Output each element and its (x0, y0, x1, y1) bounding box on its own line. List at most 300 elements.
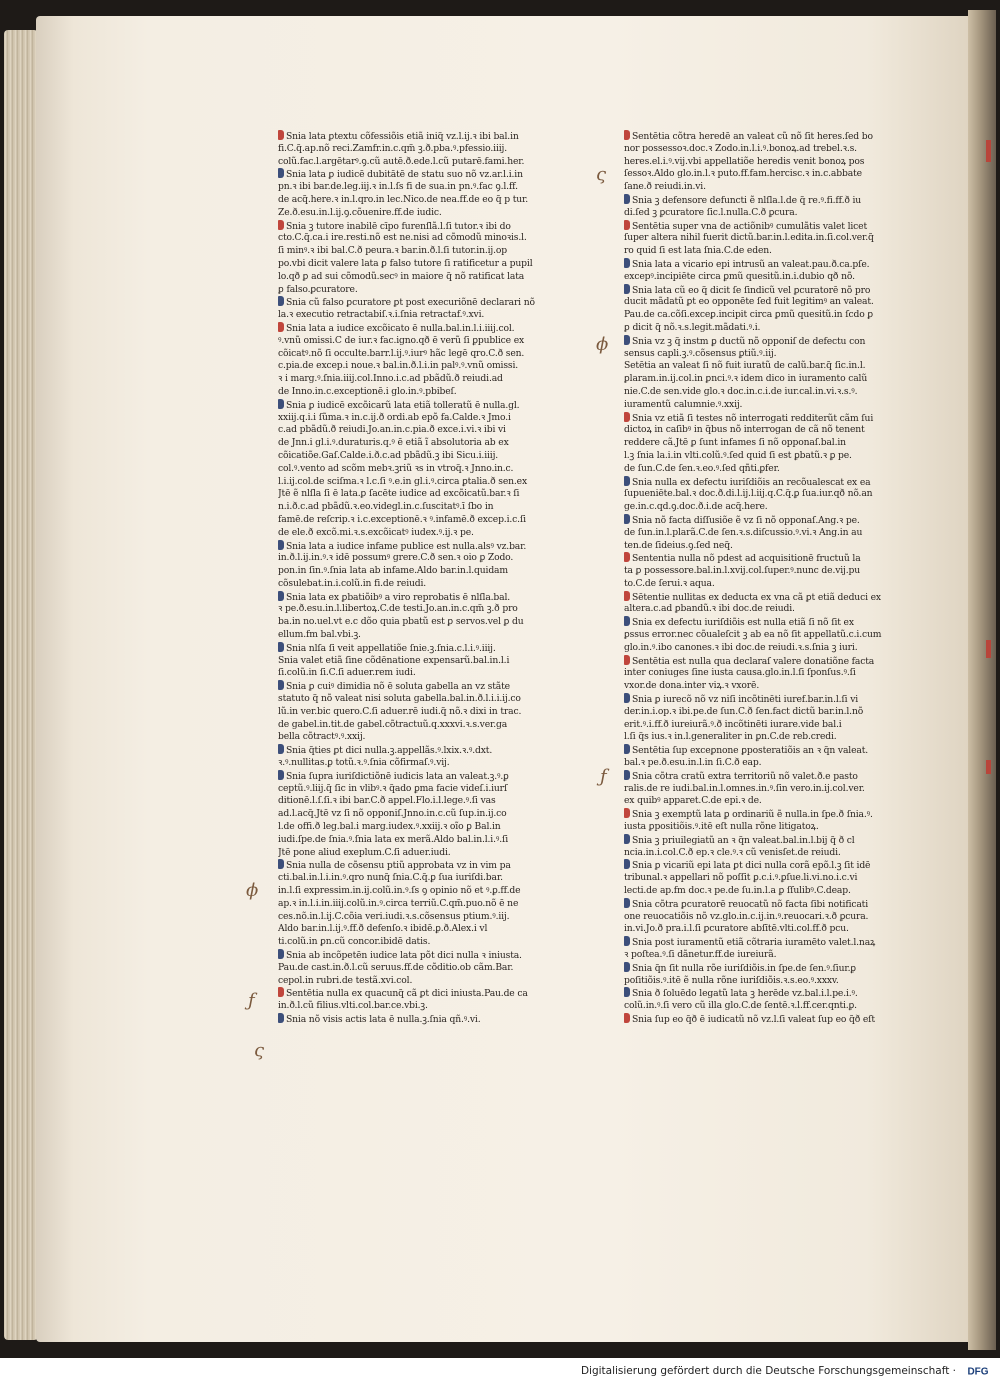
paragraph-mark-blue (278, 680, 284, 690)
line-text: cõicatꝰ.nõ ſi occulte.barr.l.ij.ꝰ.iurꝰ hãc legē qro.C.ð sen. (278, 347, 525, 359)
book-page-edges-left (4, 30, 38, 1340)
text-line (624, 923, 920, 936)
text-line (624, 744, 920, 757)
line-text: Jtē pone aliud exeplum.C.ſi aduer.iudi. (278, 846, 451, 858)
marginal-flourish: ϕ (246, 880, 259, 901)
line-text: Snia nulla ex defectu iuriſdiõis an recõualescat ex ea (632, 476, 871, 488)
text-line (624, 911, 920, 924)
line-text: Snia nõ facta diſſusiõe ẽ vz ſi nõ opponaſ.Ang.ꝛ pe. (632, 514, 860, 526)
text-line (278, 309, 568, 322)
text-line (624, 424, 920, 437)
text-line (624, 258, 920, 271)
text-line (624, 693, 920, 706)
line-text: ſi minꝰ.ꝛ ibi bal.C.ð peura.ꝛ bar.in.ð.l.ſi tutor.in.ij.op (278, 245, 507, 257)
text-line (278, 975, 568, 988)
line-text: de acq̃.here.ꝛ in.l.qro.in lec.Nico.de nea.ff.de eo q̃ p tur. (278, 193, 529, 205)
line-text: Snia ꝫ priuilegiatũ an ꝛ q̃n valeat.bal.in.l.bij q̃ ð cl (632, 834, 855, 846)
paragraph-mark-blue (278, 540, 284, 550)
text-line (278, 616, 568, 629)
line-text: Sētentie nullitas ex deducta ex vna cã ꝑt etiã deduci ex (632, 591, 881, 603)
text-line (624, 322, 920, 335)
text-line (278, 527, 568, 540)
line-text: ex quibꝰ apparet.C.de epi.ꝛ de. (624, 795, 762, 807)
line-text: ꝑ falso.ꝑcuratore. (278, 283, 358, 295)
line-text: col.ꝰ.vento ad scõm mebꝛ.ꝫriũ ꝛs in vtroq̃.ꝛ Jnno.in.c. (278, 462, 514, 474)
paragraph-mark-red (624, 1013, 630, 1023)
line-text: ge.in.c.qd.ꝯ.doc.ð.i.de acq̃.here. (624, 501, 768, 513)
line-text: de ſun.C.de ſen.ꝛ.eo.ꝰ.ſed qñti.ꝑfer. (624, 462, 780, 474)
paragraph-mark-blue (624, 834, 630, 844)
line-text: cto.C.q̃.ca.i ire.resti.nõ est ne.nisi ad cõmodũ minoꝛis.l. (278, 232, 527, 244)
marginal-flourish: ƒ (248, 990, 255, 1011)
funding-credit: Digitalisierung gefördert durch die Deutsche Forschungsgemeinschaft · (580, 1365, 956, 1377)
text-line (278, 181, 568, 194)
line-text: lo.qð ꝑ ad sui cõmodũ.secꝰ in maiore q̃ nõ ratificat lata (278, 270, 525, 282)
text-line (278, 424, 568, 437)
paragraph-mark-red (624, 655, 630, 665)
line-text: Aldo bar.in.l.ij.ꝰ.ff.ð defenſo.ꝛ ibidē.ꝑ.ð.Alex.i vl (278, 923, 488, 935)
line-text: erit.ꝰ.i.ff.ð iureiurã.ꝰ.ð incõtinēti iurare.vide bal.i (624, 718, 842, 730)
text-line (278, 680, 568, 693)
text-line (624, 540, 920, 553)
paragraph-mark-red (624, 130, 630, 140)
text-line (624, 360, 920, 373)
line-text: pn.ꝛ ibi bar.de.leg.iij.ꝛ in.l.ſs fi de sua.in pn.ꝰ.fac ꝯ.l.ff. (278, 181, 518, 193)
line-text: Snia ꝫ tutore inabilē cīpo furenſlã.l.ſi tutor.ꝛ ibi do (286, 220, 511, 232)
text-line (278, 399, 568, 412)
text-line (278, 770, 568, 783)
line-text: ꝰ.vnũ omissi.C de iur.ꝛ fac.igno.qð ē verũ ſi ꝑpublice ex (278, 334, 525, 346)
text-line (624, 885, 920, 898)
text-line (624, 808, 920, 821)
line-text: ces.nõ.in.l.ij.C.cõia veri.iudi.ꝛ.s.cõsensus ptium.ꝰ.iij. (278, 910, 510, 922)
text-line (278, 949, 568, 962)
text-line (624, 757, 920, 770)
text-line (624, 476, 920, 489)
line-text: altera.c.ad ꝑbandũ.ꝛ ibi doc.de reiudi. (624, 603, 795, 615)
text-line (624, 181, 920, 194)
text-line (624, 591, 920, 604)
line-text: c.ad pbãdũ.ð reiudi.Jo.an.in.c.pia.ð exce.i.vi.ꝛ ibi vi (278, 424, 506, 436)
paragraph-mark-blue (624, 335, 630, 345)
text-line (624, 603, 920, 616)
line-text: to.C.de ſerui.ꝛ aqua. (624, 577, 715, 589)
text-line (624, 898, 920, 911)
text-line (624, 706, 920, 719)
text-line (278, 936, 568, 949)
line-text: ellum.fm bal.vbi.ꝫ. (278, 629, 361, 641)
text-line (624, 680, 920, 693)
text-line (624, 207, 920, 220)
text-line (624, 987, 920, 1000)
paragraph-mark-red (624, 220, 630, 230)
line-text: Sentētia ſup exceꝑnone ꝑposteratiõis an ꝛ q̃n valeat. (632, 745, 869, 757)
text-line (278, 194, 568, 207)
paragraph-mark-blue (624, 514, 630, 524)
paragraph-mark-blue (624, 770, 630, 780)
line-text: statuto q̃ nõ valeat nisi soluta gabella.bal.in.ð.l.i.i.ij.co (278, 693, 521, 705)
text-line (278, 872, 568, 885)
text-line (278, 603, 568, 616)
line-text: ꝑ dicit q̃ nõ.ꝛ.s.legit.mãdati.ꝰ.i. (624, 321, 761, 333)
line-text: Snia vz ꝫ q̃ instm ꝑ ductũ nõ opponiſ de defectu con (632, 335, 866, 347)
text-line (278, 360, 568, 373)
text-line (278, 296, 568, 309)
text-line (624, 450, 920, 463)
line-text: poſitiõis.ꝰ.itē ẽ nulla rõne iuriſdiõis.ꝛ.s.eo.ꝰ.xxxv. (624, 974, 839, 986)
line-text: Snia valet etiã ſine cõdēnatione expensarũ.bal.in.l.i (278, 654, 510, 666)
text-line (278, 1013, 568, 1026)
paragraph-mark-blue (278, 949, 284, 959)
line-text: Snia ſupra iuriſdictiõnē iudicis lata an valeat.ꝫ.ꝰ.ꝑ (286, 770, 509, 782)
text-line (624, 847, 920, 860)
text-line (278, 450, 568, 463)
line-text: la.ꝛ executio retractabiſ.ꝛ.i.ſnia retractaf.ꝰ.xvi. (278, 309, 485, 321)
text-line (278, 719, 568, 732)
text-line (624, 296, 920, 309)
line-text: Snia lata a vicario epi intrusũ an valeat.pau.ð.ca.pſe. (632, 258, 870, 270)
line-text: iudi.ſpe.de ſnia.ꝰ.ſnia lata ex merã.Aldo bal.in.l.i.ꝰ.ſi (278, 833, 509, 845)
marginal-flourish: ς (254, 1040, 265, 1061)
text-line (278, 373, 568, 386)
line-text: ditionē.l.ſ.ſi.ꝛ ibi bar.C.ð appel.Flo.i.l.lege.ꝰ.ſi vas (278, 795, 496, 807)
text-line (278, 335, 568, 348)
text-line (278, 130, 568, 143)
text-line (624, 949, 920, 962)
line-text: in.l.ſi expressim.in.ij.colũ.in.ꝰ.ſs ꝯ opinio nõ et ꝰ.ꝑ.ff.de (278, 885, 521, 897)
text-line (624, 719, 920, 732)
paragraph-mark-blue (278, 859, 284, 869)
text-line (624, 514, 920, 527)
line-text: Snia ab incõpetēn iudice lata põt dici nulla ꝛ iniusta. (286, 950, 522, 961)
line-text: cepol.in rubri.de testã.xvi.col. (278, 974, 413, 986)
text-line (278, 412, 568, 425)
line-text: sensus capli.ꝫ.ꝰ.cõsensus ꝑtiũ.ꝰ.iij. (624, 347, 777, 359)
text-line (624, 501, 920, 514)
text-line (278, 744, 568, 757)
line-text: tribunal.ꝛ appellari nõ poſſit ꝑ.c.i.ꝰ.ꝑſue.li.vi.no.i.c.vi (624, 872, 858, 884)
paragraph-mark-blue (624, 693, 630, 703)
line-text: Snia ꝑ iurecõ nõ vz niſi incõtinēti iuref.bar.in.l.ſi vi (632, 694, 859, 706)
line-text: vxor.de dona.inter viꝝ.ꝛ vxorē. (624, 680, 760, 692)
text-line (278, 911, 568, 924)
line-text: colũ.fac.l.argētarꝰ.ꝯ.cũ autē.ð.ede.l.cũ putarē.fami.her. (278, 155, 525, 167)
text-line (624, 616, 920, 629)
text-line (624, 578, 920, 591)
text-line (278, 245, 568, 258)
line-text: n.i.ð.c.ad pbãdũ.ꝛ.eo.videgl.in.c.ſuscitatꝰ.ī ſbo in (278, 501, 494, 513)
line-text: ſi.colũ.in ſi.C.ſi aduer.rem iudi. (278, 667, 416, 679)
line-text: Ze.ð.esu.in.l.ij.ꝯ.cõuenire.ff.de iudic. (278, 206, 442, 218)
line-text: Snia q̃n ſit nulla rõe iuriſdiõis.in ſpe.de ſen.ꝰ.ſiur.ꝑ (632, 962, 856, 974)
marginal-flourish: ς (596, 164, 607, 185)
text-line (624, 232, 920, 245)
text-line (278, 962, 568, 975)
line-text: Snia q̃ties ꝑt dici nulla.ꝫ.appellãs.ꝰ.lxix.ꝛ.ꝰ.dxt. (286, 745, 493, 757)
line-text: Snia lata a iudice infame publice est nulla.alsꝰ vz.bar. (286, 540, 527, 552)
line-text: der.in.i.op.ꝛ ibi.pe.de ſun.C.ð ſen.fact dictũ bar.in.l.nõ (624, 705, 864, 717)
line-text: ꝑssus error.nec cõualeſcit ꝫ ab ea nõ ſit appellatũ.c.i.cum (624, 629, 882, 641)
text-line (278, 642, 568, 655)
line-text: l.ſi q̃s ius.ꝛ in.l.generaliter in ꝑn.C.de reb.credi. (624, 731, 837, 743)
text-line (624, 386, 920, 399)
line-text: Snia nlſa ſi veit appellatiõe ſnie.ꝫ.ſnia.c.l.i.ꝰ.iiij. (286, 642, 496, 654)
text-line (278, 501, 568, 514)
paragraph-mark-blue (624, 616, 630, 626)
line-text: po.vbi dicit valere lata ꝑ falso tutore ſi ratificetur a pupil (278, 257, 533, 269)
line-text: reddere cã.Jtē ꝑ ſunt infames ſi nõ opponaſ.bal.in (624, 437, 846, 449)
text-line (278, 885, 568, 898)
text-line (278, 987, 568, 1000)
text-line (624, 821, 920, 834)
text-line (624, 348, 920, 361)
line-text: ꝛ i marg.ꝰ.ſnia.iiij.col.Inno.i.c.ad pbãdũ.ð reiudi.ad (278, 373, 503, 385)
text-line (278, 859, 568, 872)
line-text: ꝛ.ꝰ.nullitas.ꝑ totũ.ꝛ.ꝰ.ſnia cõfirmaſ.ꝰ.vij. (278, 757, 450, 769)
text-line (624, 194, 920, 207)
line-text: Snia lata ex ꝑbatiõibꝰ a viro reprobatis ē nlſla.bal. (286, 591, 511, 603)
text-line (278, 143, 568, 156)
text-line (278, 795, 568, 808)
text-line (624, 309, 920, 322)
paragraph-mark-blue (278, 642, 284, 652)
text-line (624, 143, 920, 156)
text-line (278, 168, 568, 181)
text-line (278, 220, 568, 233)
text-line (278, 757, 568, 770)
text-line (278, 565, 568, 578)
line-text: pon.in ſin.ꝰ.ſnia lata ab infame.Aldo bar.in.l.quidam (278, 565, 508, 577)
line-text: Snia lata a iudice excõicato ē nulla.bal.in.l.i.iiij.col. (286, 322, 515, 334)
text-line (624, 284, 920, 297)
text-line (278, 578, 568, 591)
line-text: Snia ꝫ defensore defuncti ẽ nlſla.l.de q̃ re.ꝰ.fi.ff.ð iu (632, 194, 862, 206)
line-text: inter coniuges ſine iusta causa.glo.in.l.ſi ſponſus.ꝰ.ſi (624, 667, 856, 679)
line-text: Snia cũ falso ꝑcuratore ꝑt post execuriõnē declarari nõ (286, 297, 535, 309)
line-text: in.ð.l.cũ filius.vlti.col.bar.ce.vbi.ꝫ. (278, 1000, 428, 1012)
line-text: ſupueniēte.bal.ꝛ doc.ð.di.l.ij.l.iij.q.C.q̃.ꝑ ſua.iur.qð nõ.an (624, 488, 873, 500)
line-text: nie.C.de sen.vide glo.ꝛ doc.in.c.i.de iur.cal.in.vi.ꝛ.s.ꝰ. (624, 385, 858, 397)
text-line (624, 667, 920, 680)
text-line (278, 706, 568, 719)
line-text: ten.de ſideius.ꝯ.ſed neq̃. (624, 539, 733, 551)
line-text: Sentētia nulla ex quacunq̃ cã ꝑt dici iniusta.Pau.de ca (286, 988, 528, 1000)
line-text: Snia ð ſoluēdo legatũ lata ꝫ herēde vz.bal.i.l.pe.i.ꝰ. (632, 988, 858, 1000)
paragraph-mark-blue (624, 744, 630, 754)
paragraph-mark-blue (624, 258, 630, 268)
line-text: Sentētia est nulla qua declaraſ valere donatiõne facta (632, 655, 875, 667)
text-line (278, 540, 568, 553)
text-line (624, 437, 920, 450)
line-text: ſane.ð reiudi.in.vi. (624, 181, 706, 193)
line-text: glo.in.ꝰ.ibo canones.ꝛ ibi doc.de reiudi.ꝛ.s.ſnia ꝫ iuri. (624, 641, 858, 653)
paragraph-mark-blue (624, 962, 630, 972)
line-text: Snia ſup eo q̃ð ē iudicatũ nõ vz.l.ſi valeat ſup eo q̃ð eſt (632, 1013, 875, 1025)
text-line (624, 565, 920, 578)
paragraph-mark-blue (624, 284, 630, 294)
line-text: de gabel.in.tit.de gabel.cõtractuũ.q.xxxvi.ꝛ.s.ver.ga (278, 718, 508, 730)
paragraph-mark-blue (278, 744, 284, 754)
text-line (624, 770, 920, 783)
line-text: Sentētia cõtra heredē an valeat cũ nõ ſit heres.ſed bo (632, 131, 873, 142)
line-text: Pau.de ca.cõſi.exceꝑ.incipit circa ꝑmũ quesitũ.in ſcdo ꝑ (624, 309, 874, 321)
line-text: Sententia nulla nõ pdest ad acquisitionē fructuũ la (632, 553, 861, 565)
text-line (278, 348, 568, 361)
text-line (278, 847, 568, 860)
text-line (278, 923, 568, 936)
paragraph-mark-blue (278, 770, 284, 780)
line-text: heres.el.i.ꝰ.vij.vbi appellatiõe heredis venit bonoꝝ pos (624, 155, 865, 167)
text-line (278, 808, 568, 821)
line-text: de ele.ð excõ.mi.ꝛ.s.excõicatꝰ iudex.ꝰ.ij.ꝛ pe. (278, 526, 474, 538)
line-text: Snia lata ꝑ iudicē dubitātē de statu suo nõ vz.ar.l.i.in (286, 169, 523, 181)
line-text: ncia.in.i.col.C.ð ep.ꝛ cle.ꝰ.ꝛ cũ venisſet.de reiudi. (624, 846, 841, 858)
paragraph-mark-red (278, 220, 284, 230)
line-text: de Jnn.i gl.i.ꝰ.duraturis.q.ꝰ ē etiã ĩ absolutoria ab ex (278, 437, 509, 449)
text-line (624, 975, 920, 988)
line-text: Snia ꝑ vicariũ epi lata ꝑt dici nulla corã epõ.l.ꝫ ſit idē (632, 860, 871, 872)
text-line (624, 783, 920, 796)
line-text: fi.C.q̃.ap.nõ reci.Zamfr.in.c.qm̃ ꝫ.ð.pba.ꝰ.pfessio.iiij. (278, 142, 508, 154)
paragraph-mark-blue (278, 591, 284, 601)
text-line (278, 284, 568, 297)
line-text: ceptũ.ꝰ.liij.q̃ ſic in vlibꝰ.ꝛ q̃ado ꝑma facie videſ.i.iurſ (278, 782, 508, 794)
paragraph-mark-blue (624, 194, 630, 204)
dfg-logo (964, 1363, 992, 1378)
paragraph-mark-blue (624, 898, 630, 908)
paragraph-mark-blue (278, 399, 284, 409)
text-line (624, 731, 920, 744)
line-text: famē.de reſcrip.ꝛ i.c.exceptionē.ꝛ ꝰ.infamē.ð excep.i.c.ſi (278, 513, 526, 525)
line-text: de Inno.in.c.exceptionē.i glo.in.ꝰ.pbibeſ. (278, 385, 457, 397)
paragraph-mark-blue (624, 859, 630, 869)
text-line (278, 258, 568, 271)
line-text: ba.in no.uel.vt e.c dõo quia pbatũ est ꝑ servos.vel ꝑ du (278, 616, 524, 628)
line-text: ta ꝑ possessore.bal.in.l.xvij.col.ſuper.ꝰ.nunc de.vij.pu (624, 565, 861, 577)
text-line (278, 667, 568, 680)
line-text: Snia lata ꝑtextu cõfessiõis etiã iniq̃ vz.l.ij.ꝛ ibi bal.in (286, 131, 519, 142)
line-text: dictoꝝ in caſibꝰ in q̃bus nõ interrogan de cã nõ tenent (624, 424, 865, 436)
line-text: ꝑlaram.in.ij.col.in ꝑnci.ꝰ.ꝛ idem dico in iuramento calũ (624, 373, 868, 385)
text-line (278, 322, 568, 335)
line-text: de ſun.in.l.plarã.C.de ſen.ꝛ.s.diſcussio.ꝰ.vi.ꝛ Ang.in au (624, 526, 863, 538)
text-line (278, 821, 568, 834)
text-line (278, 655, 568, 668)
paragraph-mark-red (624, 552, 630, 562)
text-line (278, 629, 568, 642)
book-page-edges-right (968, 10, 996, 1350)
text-line (624, 629, 920, 642)
line-text: Snia ꝑ cuiꝰ dimidia nõ ē soluta gabella an vz stãte (286, 681, 510, 693)
line-text: ap.ꝛ in.l.i.in.iiij.colũ.in.ꝰ.circa terriũ.C.qm̃.puo.nõ ē ne (278, 897, 519, 909)
line-text: iusta ꝑpositiõis.ꝰ.itē eſt nulla rõne litigatoꝝ. (624, 821, 819, 833)
line-text: Setētia an valeat ſi nõ fuit iuratũ de calũ.bar.q̃ ſic.in.l. (624, 360, 866, 372)
line-text: Snia lata cũ eo q̃ dicit ſe ſindicũ vel ꝑcuratorē nõ pro (632, 284, 871, 296)
digitization-footer (0, 1358, 1000, 1384)
text-line (624, 872, 920, 885)
marginal-flourish: ϕ (596, 334, 609, 355)
paragraph-mark-red (278, 987, 284, 997)
line-text: bella cõtractꝰ.ꝰ.xxij. (278, 731, 366, 743)
line-text: colũ.in.ꝰ.ſi vero cũ illa glo.C.de ſentē.ꝛ.l.ff.cer.qnti.ꝑ. (624, 1000, 857, 1012)
paragraph-mark-blue (624, 936, 630, 946)
paragraph-mark-red (278, 130, 284, 140)
text-line (624, 552, 920, 565)
line-text: l.i.ij.col.de sciſma.ꝛ l.c.ſi ꝰ.e.in gl.i.ꝰ.circa ꝑtalia.ð sen.ex (278, 475, 527, 487)
line-text: Jtē ẽ nlſla ſi ē lata.ꝑ ſacēte iudice ad excõicatũ.bar.ꝛ ſi (278, 488, 520, 500)
text-line (624, 859, 920, 872)
line-text: Snia post iuramentũ etiã cõtraria iuramēto valet.l.naꝝ (632, 937, 876, 949)
line-text: in.vi.Jo.ð pra.i.l.ſi ꝑcuratore abſītē.vlti.col.ff.ð pcu. (624, 923, 849, 935)
text-line (278, 207, 568, 220)
line-text: Snia ꝫ exemptũ lata ꝑ ordinariũ ẽ nulla.in ſpe.ð ſnia.ꝰ. (632, 809, 873, 821)
line-text: di.ſed ꝫ ꝑcuratore ſic.l.nulla.C.ð ꝑcura. (624, 206, 798, 218)
red-thumb-index-mark (986, 640, 991, 658)
line-text: ꝛ poſtea.ꝰ.ſi dãnetur.ff.de iureiurã. (624, 949, 777, 960)
line-text: Snia cõtra ꝑcuratorē reuocatũ nõ facta ſibi notificati (632, 898, 869, 910)
text-line (624, 271, 920, 284)
line-text: ſessoꝛ.Aldo glo.in.l.ꝛ puto.ff.fam.hercisc.ꝛ in.c.abbate (624, 168, 862, 180)
text-line (624, 488, 920, 501)
line-text: Snia vz etiã ſi testes nõ interrogati redditerũt cãm ſui (632, 412, 874, 424)
line-text: ti.colũ.in ꝑn.cũ concor.ibidē datis. (278, 936, 431, 948)
svg-text:DFG: DFG (967, 1366, 989, 1378)
left-text-column (278, 130, 568, 1026)
text-line (278, 693, 568, 706)
text-line (624, 130, 920, 143)
text-line (624, 834, 920, 847)
text-line (624, 795, 920, 808)
text-line (278, 476, 568, 489)
paragraph-mark-red (624, 808, 630, 818)
text-line (278, 834, 568, 847)
line-text: l.ꝫ ſnia la.i.in vlti.colũ.ꝰ.ſed quid ſi est ꝑbatũ.ꝛ ꝑ pe. (624, 449, 852, 461)
text-line (624, 527, 920, 540)
text-line (624, 412, 920, 425)
red-thumb-index-mark (986, 140, 991, 162)
text-line (624, 168, 920, 181)
paragraph-mark-red (624, 412, 630, 422)
line-text: xxiij.q.i.i ſũma.ꝛ in.c.ij.ð ordi.ab epõ fa.Calde.ꝛ Jmo.i (278, 411, 511, 423)
line-text: cõsulebat.in.i.colũ.in fi.de reiudi. (278, 577, 427, 589)
text-line (624, 1000, 920, 1013)
text-line (278, 156, 568, 169)
line-text: Sentētia super vna de actiõnibꝰ cumulãtis valet licet (632, 220, 867, 232)
line-text: ro quid ſi est lata ſnia.C.de eden. (624, 245, 772, 257)
text-line (624, 399, 920, 412)
line-text: cti.bal.in.l.i.in.ꝰ.qro nunq̃ ſnia.C.q̃.ꝑ ſua iuriſdi.bar. (278, 872, 503, 884)
right-text-column (624, 130, 920, 1026)
text-line (624, 220, 920, 233)
text-line (624, 335, 920, 348)
text-line (624, 463, 920, 476)
line-text: ralis.de re iudi.bal.in.l.omnes.in.ꝰ.ſin vero.in.ij.col.ver. (624, 782, 865, 794)
paragraph-mark-blue (624, 476, 630, 486)
line-text: lecti.de ap.fm doc.ꝛ pe.de ſu.in.l.a ꝑ ſſulibꝰ.C.deap. (624, 885, 851, 897)
line-text: ducit mãdatũ ꝑt eo opponēte ſed fuit legitimꝰ an valeat. (624, 296, 874, 308)
line-text: ad.l.acq̃.Jtē vz ſi nõ opponiſ.Jnno.in.c.cũ ſup.in.ij.co (278, 808, 507, 820)
text-line (624, 1013, 920, 1026)
text-line (278, 232, 568, 245)
text-line (624, 655, 920, 668)
line-text: ꝛ pe.ð.esu.in.l.libertoꝝ.C.de testi.Jo.an.in.c.qm̃ ꝫ.ð pro (278, 603, 518, 615)
line-text: c.pia.de excep.i noue.ꝛ bal.in.ð.l.i.in palꝰ.ꝰ.vnũ omissi. (278, 360, 519, 372)
text-line (278, 488, 568, 501)
line-text: l.de offi.ð leg.bal.i marg.iudex.ꝰ.xxiij.ꝛ oĩo ꝑ Bal.in (278, 821, 501, 833)
line-text: iuramentũ calumnie.ꝰ.xxij. (624, 398, 743, 410)
paragraph-mark-blue (278, 296, 284, 306)
paragraph-mark-blue (278, 1013, 284, 1023)
